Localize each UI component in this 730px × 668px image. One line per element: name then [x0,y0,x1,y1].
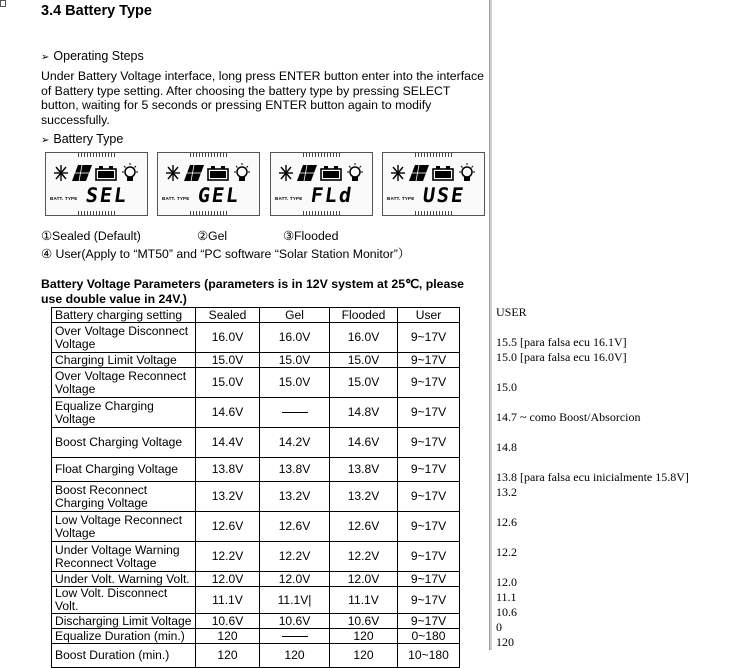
header-cell: Gel [260,308,330,323]
header-cell: Sealed [196,308,260,323]
gel-value: 15.0V [260,353,330,368]
table-row [52,458,460,482]
flooded-value: 14.8V [330,398,398,428]
batt-type-label: BATT. TYPE [162,196,190,201]
sealed-value: 13.8V [196,458,260,482]
flooded-value: 14.6V [330,428,398,458]
user-value: 9~17V [398,458,460,482]
row-label: Boost Charging Voltage [52,428,196,458]
user-value: 9~17V [398,542,460,572]
flooded-value: 120 [330,629,398,644]
flooded-value: 15.0V [330,368,398,398]
notes-header: USER [496,305,527,319]
solar-battery-load-icon [54,163,142,185]
table-row [52,614,460,629]
row-label: Low Voltage Reconnect Voltage [52,512,196,542]
gel-value: 12.2V [260,542,330,572]
gel-value: 13.8V [260,458,330,482]
note-line: 14.8 [496,440,517,454]
battery-type-label: Battery Type [53,132,124,146]
sealed-value: 15.0V [196,353,260,368]
sealed-value: 10.6V [196,614,260,629]
type-gel: ②Gel [197,229,228,243]
flooded-value: 13.8V [330,458,398,482]
params-title: Battery Voltage Parameters (parameters is in 12V system at 25℃, please use double value in 24V.) [41,277,465,306]
operating-steps-heading [41,49,144,63]
lcd-connector [190,153,228,157]
note-line: 12.0 [496,575,517,589]
sealed-value: 14.6V [196,398,260,428]
header-cell: User [398,308,460,323]
user-value: 9~17V [398,368,460,398]
row-label: Equalize Charging Voltage [52,398,196,428]
table-header-row [52,308,460,323]
operating-steps-text: Under Battery Voltage interface, long press ENTER button enter into the interface of Battery type setting. After choosing the battery type by pressing SELECT button, waiting for 5 seconds or pressing ENTER button again to modify successfully. [41,69,484,127]
flooded-value: 11.1V [330,587,398,614]
lcd-connector [190,211,228,215]
arrow-bullet-icon: ➢ [41,52,50,63]
row-label: Over Voltage Disconnect Voltage [52,323,196,353]
table-row [52,368,460,398]
note-line: 12.6 [496,515,517,529]
lcd-connector [415,211,453,215]
lcd-connector [415,153,453,157]
note-line: 120 [496,635,514,649]
sealed-value: 12.0V [196,572,260,587]
type-sealed: ①Sealed (Default) [41,229,141,243]
table-row [52,629,460,644]
lcd-code: FLd [309,183,355,207]
table-row [52,428,460,458]
user-value: 10~180 [398,644,460,668]
sealed-value: 14.4V [196,428,260,458]
table-row [52,353,460,368]
user-value: 9~17V [398,572,460,587]
gel-value: 12.0V [260,572,330,587]
sealed-value: 15.0V [196,368,260,398]
note-line: 15.0 [para falsa ecu 16.0V] [496,350,627,364]
gel-value: 13.2V [260,482,330,512]
sealed-value: 120 [196,629,260,644]
gel-value: 16.0V [260,323,330,353]
sealed-value: 12.6V [196,512,260,542]
sealed-value: 11.1V [196,587,260,614]
user-value: 0~180 [398,629,460,644]
note-line: 11.1 [496,590,517,604]
batt-type-label: BATT. TYPE [50,196,78,201]
row-label: Discharging Limit Voltage [52,614,196,629]
user-value: 9~17V [398,482,460,512]
row-label: Boost Duration (min.) [52,644,196,668]
corner-marker [0,0,6,7]
lcd-panel-flooded [270,152,373,216]
lcd-panel-user [382,152,485,216]
table-row [52,512,460,542]
row-label: Float Charging Voltage [52,458,196,482]
row-label: Charging Limit Voltage [52,353,196,368]
gel-value: 120 [260,644,330,668]
user-value: 9~17V [398,614,460,629]
user-value: 9~17V [398,512,460,542]
table-row [52,542,460,572]
table-row [52,587,460,614]
section-title: 3.4 Battery Type [41,3,152,19]
note-line: 13.8 [para falsa ecu inicialmente 15.8V] [496,470,689,484]
table-row [52,398,460,428]
table-row [52,482,460,512]
flooded-value: 12.6V [330,512,398,542]
row-label: Under Voltage Warning Reconnect Voltage [52,542,196,572]
gel-value: 12.6V [260,512,330,542]
user-value: 9~17V [398,323,460,353]
gel-value-dash [260,629,330,644]
row-label: Under Volt. Warning Volt. [52,572,196,587]
flooded-value: 13.2V [330,482,398,512]
solar-battery-load-icon [166,163,254,185]
lcd-connector [78,153,116,157]
gel-value-dash [260,398,330,428]
user-value: 9~17V [398,587,460,614]
lcd-code: USE [421,183,467,207]
lcd-connector [303,153,341,157]
note-line: 0 [496,620,502,634]
solar-battery-load-icon [391,163,479,185]
sealed-value: 16.0V [196,323,260,353]
battery-parameters-table [51,307,460,668]
lcd-connector [78,211,116,215]
flooded-value: 12.0V [330,572,398,587]
note-line: 12.2 [496,545,517,559]
gel-value: 10.6V [260,614,330,629]
type-flooded: ③Flooded [283,229,339,243]
row-label: Over Voltage Reconnect Voltage [52,368,196,398]
table-row [52,572,460,587]
row-label: Low Volt. Disconnect Volt. [52,587,196,614]
batt-type-label: BATT. TYPE [387,196,415,201]
note-line: 14.7 ~ como Boost/Absorcion [496,410,641,424]
sealed-value: 120 [196,644,260,668]
note-line: 15.5 [para falsa ecu 16.1V] [496,335,627,349]
lcd-connector [303,211,341,215]
table-row [52,323,460,353]
page-divider [489,0,492,650]
flooded-value: 120 [330,644,398,668]
row-label: Boost Reconnect Charging Voltage [52,482,196,512]
flooded-value: 10.6V [330,614,398,629]
lcd-code: SEL [84,183,130,207]
gel-value: 15.0V [260,368,330,398]
user-value: 9~17V [398,398,460,428]
user-value: 9~17V [398,428,460,458]
user-value: 9~17V [398,353,460,368]
flooded-value: 12.2V [330,542,398,572]
gel-value: 14.2V [260,428,330,458]
batt-type-label: BATT. TYPE [275,196,303,201]
header-cell: Battery charging setting [52,308,196,323]
lcd-code: GEL [196,183,242,207]
flooded-value: 15.0V [330,353,398,368]
user-notes-column [496,0,730,650]
arrow-bullet-icon: ➢ [41,135,50,146]
table-row [52,644,460,668]
operating-steps-label: Operating Steps [53,49,144,63]
dash-mark [282,412,308,413]
row-label: Equalize Duration (min.) [52,629,196,644]
note-line: 15.0 [496,380,517,394]
dash-mark [282,636,308,637]
header-cell: Flooded [330,308,398,323]
lcd-panels [45,152,487,218]
sealed-value: 12.2V [196,542,260,572]
battery-type-heading [41,132,123,146]
sealed-value: 13.2V [196,482,260,512]
gel-value: 11.1V| [260,587,330,614]
solar-battery-load-icon [279,163,367,185]
note-line: 10.6 [496,605,517,619]
lcd-panel-gel [157,152,260,216]
flooded-value: 16.0V [330,323,398,353]
lcd-panel-sealed [45,152,148,216]
type-user: ④ User(Apply to “MT50” and “PC software “Solar Station Monitor”） [41,247,411,261]
note-line: 13.2 [496,485,517,499]
